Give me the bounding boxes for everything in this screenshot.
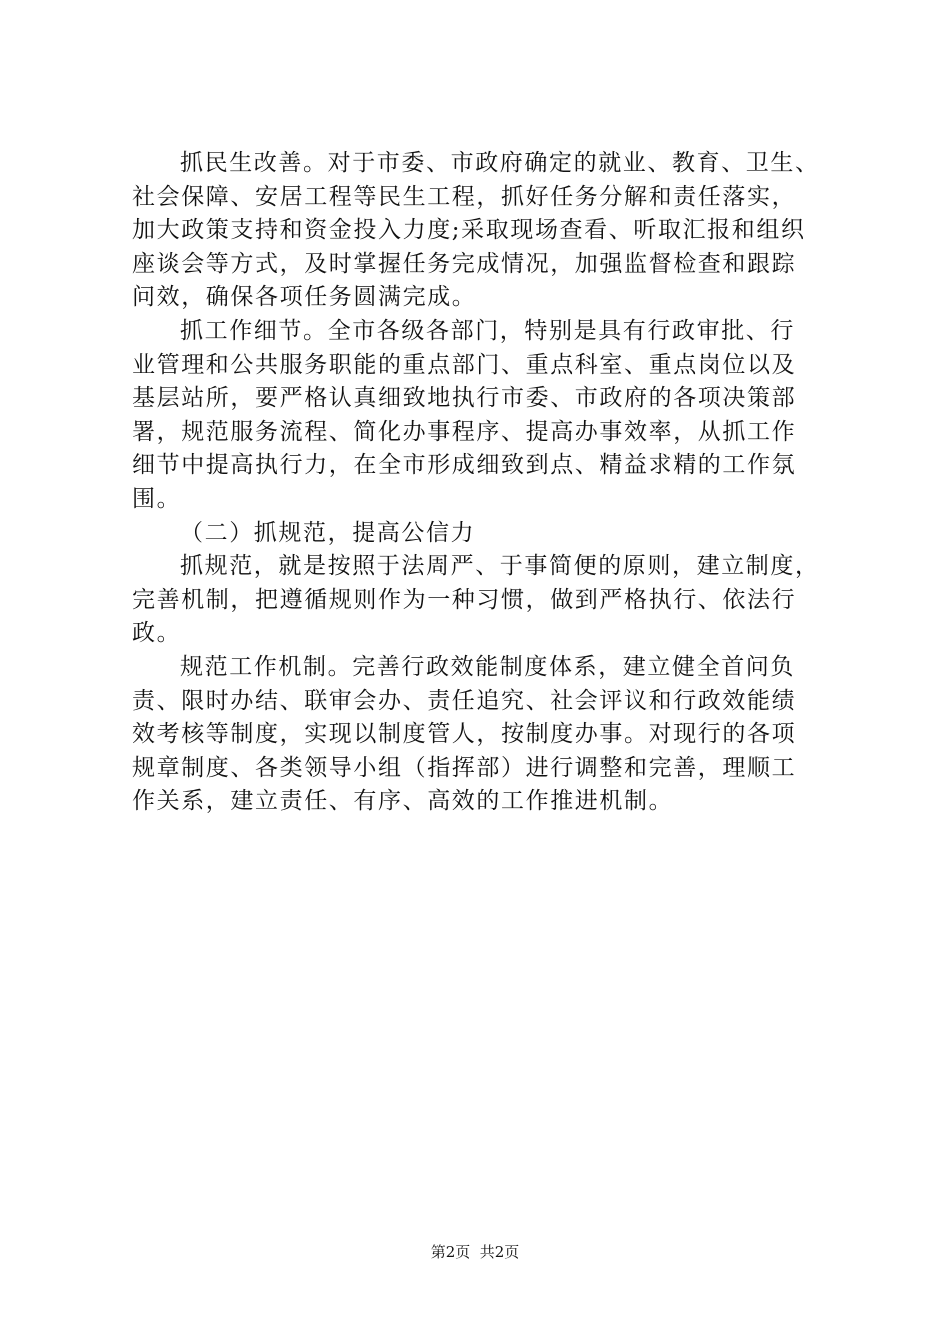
text-line: 效考核等制度，实现以制度管人，按制度办事。对现行的各项 xyxy=(132,721,797,748)
text-line: 围。 xyxy=(132,485,182,512)
text-line: 加大政策支持和资金投入力度;采取现场查看、听取汇报和组织 xyxy=(132,217,806,244)
text-line: 问效，确保各项任务圆满完成。 xyxy=(132,284,477,311)
text-line: 署，规范服务流程、简化办事程序、提高办事效率，从抓工作 xyxy=(132,418,797,445)
text-line: 抓规范，就是按照于法周严、于事简便的原则，建立制度， xyxy=(180,553,820,580)
text-line: 作关系，建立责任、有序、高效的工作推进机制。 xyxy=(132,788,674,815)
text-line: 规章制度、各类领导小组（指挥部）进行调整和完善，理顺工 xyxy=(132,754,797,781)
text-line: 抓民生改善。对于市委、市政府确定的就业、教育、卫生、 xyxy=(180,150,820,176)
text-line: 规范工作机制。完善行政效能制度体系，建立健全首问负 xyxy=(180,653,795,680)
text-line: 座谈会等方式，及时掌握任务完成情况，加强监督检查和跟踪 xyxy=(132,250,797,277)
paragraph-norms xyxy=(132,550,832,651)
paragraph-details xyxy=(132,315,832,517)
text-line: 政。 xyxy=(132,620,182,647)
text-line: 基层站所，要严格认真细致地执行市委、市政府的各项决策部 xyxy=(132,385,797,412)
paragraph-mechanism xyxy=(132,651,832,819)
text-line: 责、限时办结、联审会办、责任追究、社会评议和行政效能绩 xyxy=(132,687,797,714)
document-body xyxy=(132,147,832,819)
page-footer: 第2页 共2页 xyxy=(430,1243,520,1261)
text-line: 完善机制，把遵循规则作为一种习惯，做到严格执行、依法行 xyxy=(132,586,797,613)
text-line: 社会保障、安居工程等民生工程，抓好任务分解和责任落实， xyxy=(132,183,797,210)
section-heading-text: （二）抓规范，提高公信力 xyxy=(180,519,476,546)
section-heading xyxy=(132,517,832,551)
paragraph-livelihood xyxy=(132,147,832,315)
text-line: 业管理和公共服务职能的重点部门、重点科室、重点岗位以及 xyxy=(132,351,797,378)
text-line: 抓工作细节。全市各级各部门，特别是具有行政审批、行 xyxy=(180,317,795,344)
text-line: 细节中提高执行力，在全市形成细致到点、精益求精的工作氛 xyxy=(132,452,797,479)
